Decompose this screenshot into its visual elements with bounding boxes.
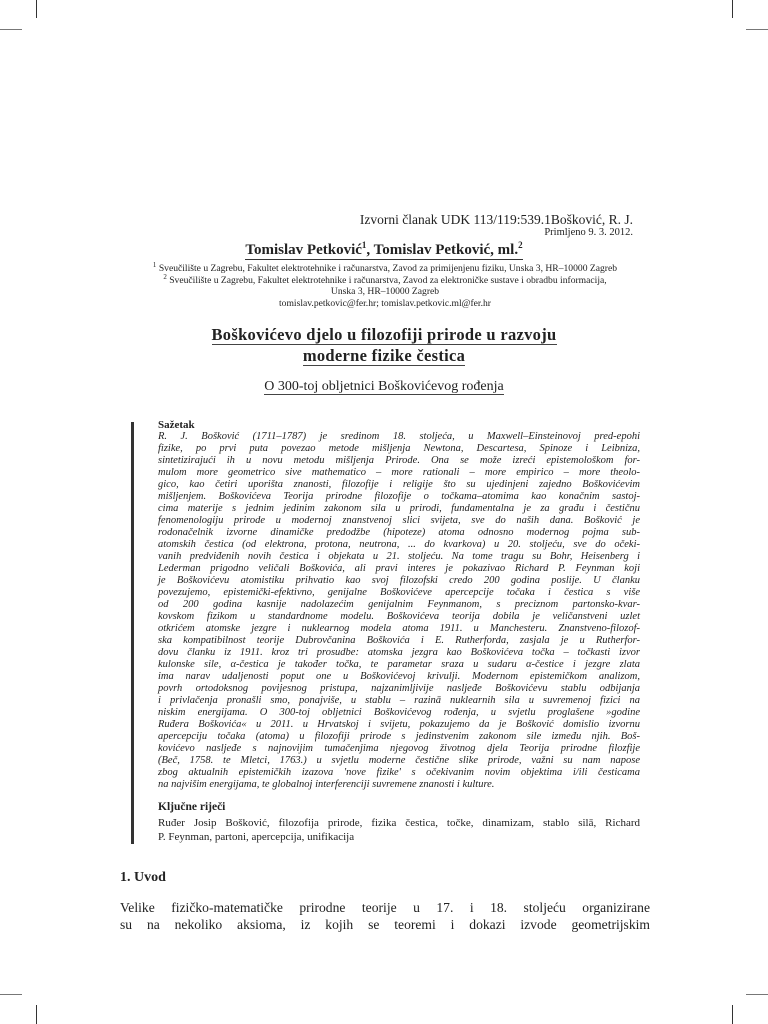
email-text: tomislav.petkovic@fer.hr; tomislav.petkovic.ml@fer.hr <box>279 297 491 309</box>
abstract-line: kovskom fizikom u standardnome modelu. Boškovićeva teorija dobila je veličanstveni uzlet <box>158 611 640 622</box>
affiliation-text: Unska 3, HR–10000 Zagreb <box>330 286 440 297</box>
abstract-line: R. J. Bošković (1711–1787) je sredinom 18. stoljeća, u Maxwell–Einsteinovoj pred-epohi <box>158 431 640 442</box>
abstract-line: povrh ortodoksnog povijesnog pristupa, najzanimljivije nasljeđe Boškovićevu stablu odbijanja <box>158 683 640 694</box>
abstract-line: i privlačenja pronašli smo, ponajviše, u stablu – razinā nuklearnih sila u suvremenoj fizici na <box>158 695 640 706</box>
title-line: moderne fizike čestica <box>302 346 466 365</box>
crop-mark <box>732 1005 733 1024</box>
author-2-sup: 2 <box>518 240 523 250</box>
affiliation-sup: 2 <box>163 272 167 281</box>
author-1: Tomislav Petković <box>245 242 362 258</box>
author-separator: , <box>366 242 374 258</box>
affiliation-text: Sveučilište u Zagrebu, Fakultet elektrotehnike i računarstva, Zavod za primijenjenu fiziku, Unska 3, HR–10000 Zagreb <box>156 263 618 274</box>
subtitle-text: O 300-toj obljetnici Boškovićevog rođenja <box>264 379 504 394</box>
abstract-line: gico, kao četiri uporišta znanosti, filozofije i religije što su ujedinjeni zajedno Boškovićevim <box>158 479 640 490</box>
body-line: su na nekoliko aksioma, iz kojih se teoremi i dokazi izvode geometrijskim <box>120 917 650 932</box>
abstract-line: niskim energijama. O 300-toj obljetnici Boškovićevog rođenja, u svjetlu proglašene »godine <box>158 707 640 718</box>
abstract-line: apercepciju točaka (atoma) u filozofiji prirode s jedinstvenim zakonom sile između njih. Boš- <box>158 731 640 742</box>
author-emails <box>120 298 650 310</box>
abstract-line: dovu članku iz 1911. kroz tri prosudbe: atomska jezgra kao Boškovićeva točka – točkasti izvor <box>158 647 640 658</box>
keywords <box>158 816 640 844</box>
abstract-line: povezujemo, epistemički-efektivno, genijalne Boškovićeve apercepcije točaka i čestica s više <box>158 587 640 598</box>
crop-mark <box>746 29 768 30</box>
affiliations <box>120 260 650 309</box>
crop-mark <box>746 994 768 995</box>
abstract-line: sintetizirajući ih u novu metodu mišljenja Prirode. Ona se može izreći epistemološkom for- <box>158 455 640 466</box>
abstract-line: ska kompatibilnost teorije Dubrovčanina Boškovića i E. Rutherforda, zasjala je u Rutherfor- <box>158 635 640 646</box>
abstract-line: na najvišim energijama, te globalnoj interferenciji suvremene znanosti i kulture. <box>158 779 495 790</box>
crop-mark <box>0 29 22 30</box>
abstract-heading: Sažetak <box>158 419 195 431</box>
abstract-line: zbog aktualnih epistemičkih izazova 'nove fizike' s očekivanim novim objektima i/ili česticama <box>158 767 640 778</box>
abstract-line: kovićevo nasljeđe s najnovijim tumačenjima njegovog životnog djela Teorija prirodne filozfije <box>158 743 640 754</box>
article-classification: Izvorni članak UDK 113/119:539.1Bošković, R. J. <box>359 212 633 227</box>
article-title <box>0 324 768 366</box>
abstract-line: ima narav udaljenosti poput one u Boškovićevoj krivulji. Modernom epistemičkom analizom, <box>158 671 640 682</box>
abstract-line: rodonačelnik izvorne dinamičke predodžbe (hipoteze) atoma odnosno modernog pojma sub- <box>158 527 640 538</box>
abstract-line: fizike, po prvi puta povezao metode mišljenja Newtona, Descartesa, Spinoze i Leibniza, <box>158 443 640 454</box>
abstract-line: od 200 godina kasnije nadolazećim genijalnim Feynmanom, s preciznom partonsko-kvar- <box>158 599 640 610</box>
affiliation-line <box>120 260 650 275</box>
affiliation-line <box>120 272 650 287</box>
abstract-line: (Beč, 1758. te Mletci, 1763.) u svjetlu moderne čestične slike prirode, važni su nam naposе <box>158 755 640 766</box>
abstract-line: otkrićem atomske jezgre i nuklearnog modela atoma 1911. u Manchesteru. Znanstveno-filozof- <box>158 623 640 634</box>
affiliation-line <box>120 286 650 298</box>
received-date: Primljeno 9. 3. 2012. <box>544 227 633 238</box>
body-text <box>120 899 650 933</box>
author-2: Tomislav Petković, ml. <box>373 242 519 258</box>
author-1-sup: 1 <box>361 240 367 250</box>
abstract-side-bar <box>131 422 134 844</box>
article-subtitle <box>0 378 768 395</box>
crop-mark <box>36 1005 37 1024</box>
keywords-heading: Ključne riječi <box>158 801 226 813</box>
affiliation-sup: 1 <box>152 260 157 269</box>
abstract-line: fenomenologiju prirode u modernoj znanstvenoj slici svijeta, sve do naših dana. Bošković je <box>158 515 640 526</box>
section-heading: 1. Uvod <box>120 870 166 885</box>
abstract-line: mišljenjem. Boškovićeva Teorija prirodne filozofije o točkama–atomima kao konačnim sastoj- <box>158 491 640 502</box>
keywords-line: P. Feynman, partoni, apercepcija, unifikacija <box>158 831 355 843</box>
crop-mark <box>36 0 37 18</box>
authors <box>0 241 768 259</box>
title-line: Boškovićevo djelo u filozofiji prirode u razvoju <box>211 325 557 344</box>
crop-mark <box>732 0 733 18</box>
body-line: Velike fizičko-matematičke prirodne teorije u 17. i 18. stoljeću organizirane <box>120 900 650 915</box>
abstract-line: Lederman prigodno veličali Boškovića, ali pravi interes je pokazivao Richard P. Feynman koji <box>158 563 640 574</box>
abstract-line: cima materije s jednim jedinim zakonom sila u prirodi, fundamentalna je za građu i čestičnu <box>158 503 640 514</box>
crop-mark <box>0 994 22 995</box>
abstract-line: kulonske sile, α-čestica je također točka, te parametar sraza u sudaru α-čestice i jezgre zlata <box>158 659 640 670</box>
abstract-line: vanih predviđenih novih čestica i objekata u 21. stoljeću. Na tome tragu su Bohr, Heisenberg i <box>158 551 640 562</box>
abstract-line: je Boškovićevu atomistiku prihvatio kao svoj filozofski credo 200 godina poslije. U članku <box>158 575 640 586</box>
abstract-line: Ruđera Boškovića« u 2011. u Hrvatskoj i svijetu, pokazujemo da je Bošković domislio izvornu <box>158 719 640 730</box>
affiliation-text: Sveučilište u Zagrebu, Fakultet elektrotehnike i računarstva, Zavod za elektroničke sustave i obradbu informacija, <box>166 274 607 286</box>
abstract-line: mulom more geometrico sive mathematico – more rationali – more empirico – more theolo- <box>158 467 640 478</box>
abstract-line: atomskih čestica (od elektrona, protona, neutrona, ... do kvarkova) u 20. stoljeću, sve do očeki- <box>158 539 640 550</box>
keywords-line: Ruđer Josip Bošković, filozofija prirode, fizika čestica, točke, dinamizam, stablo silā, Richard <box>158 817 640 829</box>
abstract-body <box>158 431 640 791</box>
